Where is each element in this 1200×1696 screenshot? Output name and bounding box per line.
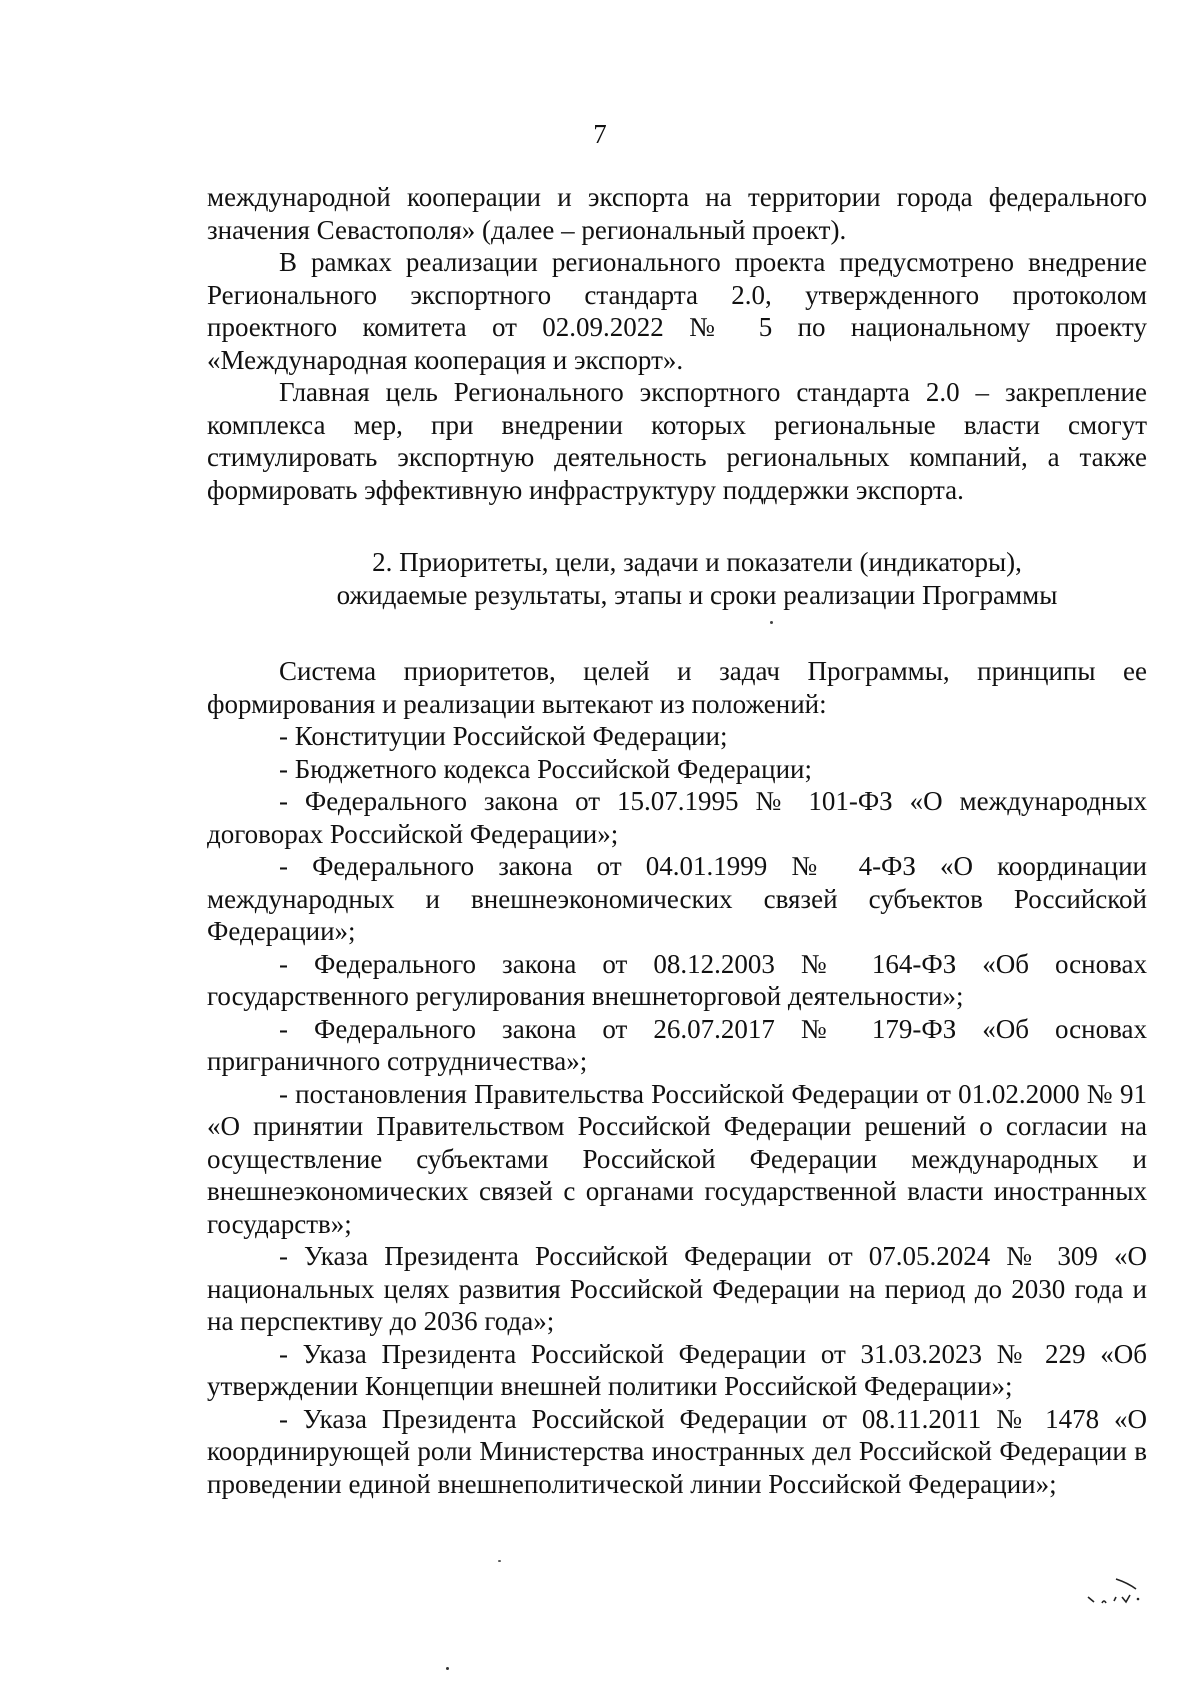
- paragraph-continuation: международной кооперации и экспорта на территории города федерального значения Севастополя» (далее – региональный проект).: [207, 182, 1147, 245]
- section-heading: [207, 546, 1147, 611]
- list-item: - Конституции Российской Федерации;: [279, 721, 728, 751]
- section-heading-line-2: ожидаемые результаты, этапы и сроки реализации Программы: [336, 579, 1058, 610]
- page-number: 7: [593, 119, 607, 149]
- list-item: - Федерального закона от 15.07.1995 № 101-ФЗ «О международных договорах Российской Федерации»;: [207, 786, 1147, 849]
- paragraph-regional-project: В рамках реализации регионального проекта предусмотрено внедрение Регионального экспортного стандарта 2.0, утвержденного протоколом проектного комитета от 02.09.2022 № 5 по национальному проекту «Международная кооперация и экспорт».: [207, 247, 1147, 375]
- document-body: [207, 181, 1147, 1500]
- scan-speck: [446, 1667, 449, 1670]
- paragraph-main-goal: Главная цель Регионального экспортного стандарта 2.0 – закрепление комплекса мер, при внедрении которых региональные власти смогут стимулировать экспортную деятельность региональных компаний, а также формировать эффективную инфраструктуру поддержки экспорта.: [207, 377, 1147, 505]
- paragraph-intro: Система приоритетов, целей и задач Программы, принципы ее формирования и реализации вытекают из положений:: [207, 656, 1147, 719]
- list-item: - Федерального закона от 08.12.2003 № 164-ФЗ «Об основах государственного регулирования внешнеторговой деятельности»;: [207, 948, 1147, 1011]
- list-item: - Бюджетного кодекса Российской Федерации;: [279, 753, 812, 784]
- list-item: - Указа Президента Российской Федерации от 31.03.2023 № 229 «Об утверждении Концепции внешней политики Российской Федерации»;: [207, 1338, 1147, 1401]
- section-heading-line-1: 2. Приоритеты, цели, задачи и показатели (индикаторы),: [372, 547, 1022, 577]
- list-item: - Указа Президента Российской Федерации от 07.05.2024 № 309 «О национальных целях развития Российской Федерации на период до 2030 года и на перспективу до 2036 года»;: [207, 1241, 1147, 1336]
- scan-speck: [498, 1560, 501, 1562]
- list-item: - Федерального закона от 26.07.2017 № 179-ФЗ «Об основах приграничного сотрудничества»;: [207, 1013, 1147, 1076]
- initials-mark: [1086, 1575, 1156, 1615]
- list-item: - постановления Правительства Российской Федерации от 01.02.2000 № 91 «О принятии Правительством Российской Федерации решений о согласии на осуществление субъектами Российской Федерации международных и внешнеэкономических связей с органами государственной власти иностранных государств»;: [207, 1078, 1147, 1239]
- list-item: - Указа Президента Российской Федерации от 08.11.2011 № 1478 «О координирующей роли Министерства иностранных дел Российской Федерации в проведении единой внешнеполитической линии Российской Федерации»;: [207, 1403, 1147, 1499]
- scan-speck: [770, 621, 773, 624]
- list-item: - Федерального закона от 04.01.1999 № 4-ФЗ «О координации международных и внешнеэкономических связей субъектов Российской Федерации»;: [207, 851, 1147, 946]
